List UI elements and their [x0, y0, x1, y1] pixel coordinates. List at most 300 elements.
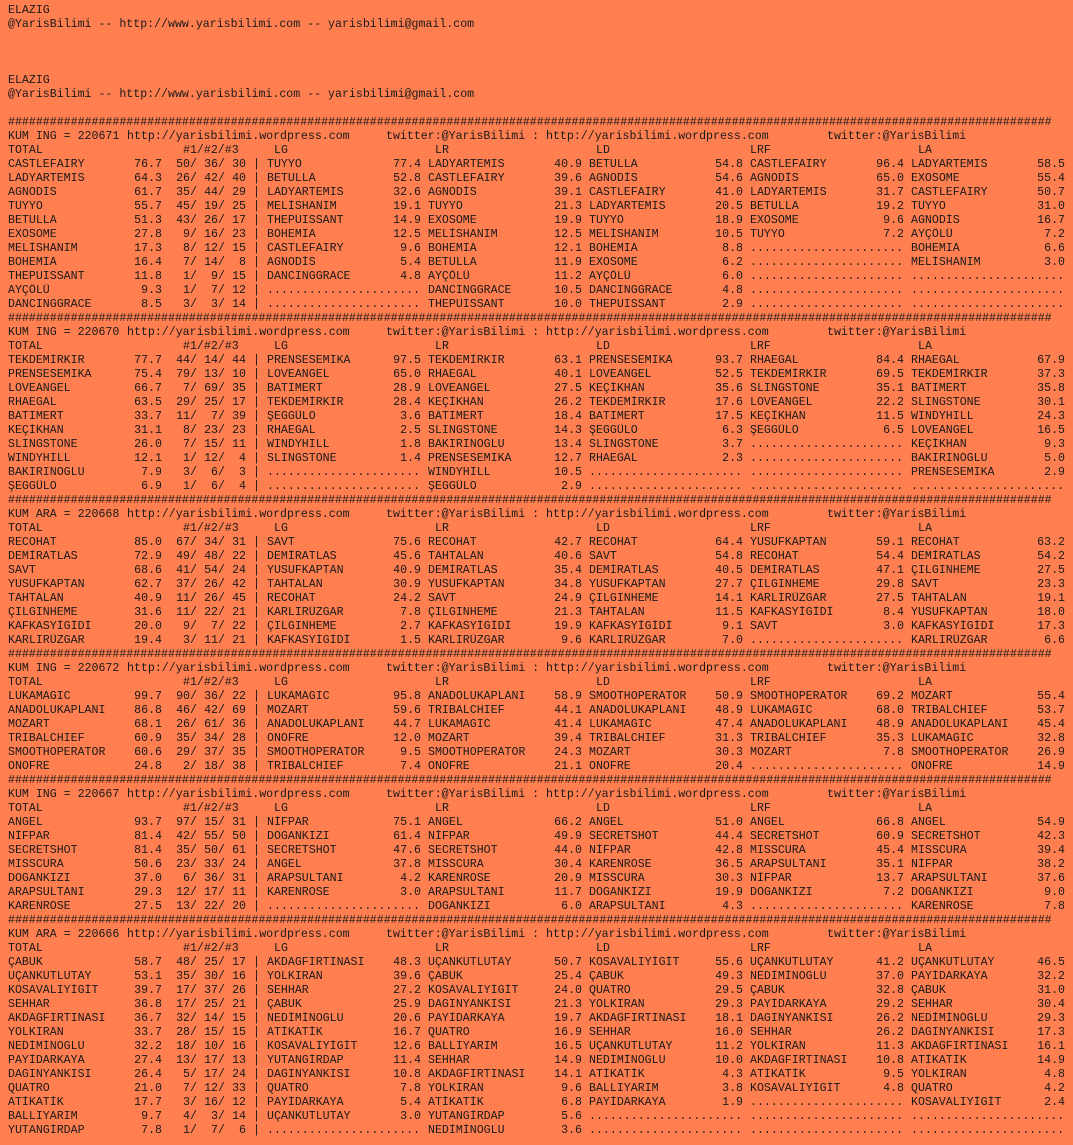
place-2-count: 15	[204, 1026, 218, 1039]
lg-horse-name: ÇILGINHEME	[267, 620, 337, 633]
la-score: 58.5	[1037, 158, 1065, 171]
lrf-horse-name: ARAPSULTANI	[750, 858, 827, 871]
lg-score: 77.4	[393, 158, 421, 171]
contact-info[interactable]: @YarisBilimi -- http://www.yarisbilimi.com -- yarisbilimi@gmail.com	[8, 18, 475, 31]
block-header	[8, 130, 1068, 144]
horse-name: LUKAMAGIC	[8, 690, 71, 703]
la-horse-name: AYÇÖLÜ	[911, 228, 953, 241]
lr-horse-name: NEDİMİNOĞLU	[428, 1124, 505, 1137]
twitter-handle[interactable]: twitter:@YarisBilimi	[827, 326, 967, 339]
place-3-count: 10	[232, 368, 246, 381]
place-1-count: 11	[176, 592, 190, 605]
lrf-horse-name: AKDAĞFIRTINASI	[750, 1054, 848, 1067]
ld-horse-name: LOVEANGEL	[589, 368, 652, 381]
table-row	[8, 970, 1068, 984]
lg-score: 65.0	[393, 368, 421, 381]
place-3-count: 15	[232, 1012, 246, 1025]
lrf-score: 3.0	[883, 620, 904, 633]
slash: /	[218, 354, 225, 367]
total-score: 32.2	[134, 1040, 162, 1053]
col-header-la: LA	[918, 144, 932, 157]
lg-score: 7.8	[400, 1082, 421, 1095]
twitter-handle[interactable]: twitter:@YarisBilimi	[827, 928, 967, 941]
lg-score: 61.4	[393, 830, 421, 843]
ld-score: 54.6	[715, 172, 743, 185]
lr-horse-name: TRIBALCHIEF	[428, 704, 505, 717]
lrf-empty-dots: ......................	[750, 284, 904, 297]
total-score: 17.3	[134, 242, 162, 255]
place-1-count: 5	[183, 1068, 190, 1081]
slash: /	[190, 746, 197, 759]
lg-score: 19.1	[393, 200, 421, 213]
ld-horse-name: NEDİMİNOĞLU	[589, 1054, 666, 1067]
lr-horse-name: ÇABUK	[428, 970, 463, 983]
lr-score: 24.9	[554, 592, 582, 605]
twitter-handle[interactable]: twitter:@YarisBilimi	[827, 788, 967, 801]
la-horse-name: RECOHAT	[911, 536, 960, 549]
slash: /	[190, 844, 197, 857]
site-link[interactable]: http://yarisbilimi.wordpress.com	[127, 508, 350, 521]
table-row	[8, 592, 1068, 606]
lg-score: 44.7	[393, 718, 421, 731]
lrf-horse-name: LUKAMAGIC	[750, 704, 813, 717]
slash: /	[190, 998, 197, 1011]
lr-horse-name: BOHEMIA	[428, 242, 477, 255]
lrf-score: 66.8	[876, 816, 904, 829]
ld-horse-name: ÇABUK	[589, 970, 624, 983]
lg-empty-dots: ......................	[267, 466, 421, 479]
col-header-lr: LR	[435, 942, 449, 955]
lrf-score: 60.9	[876, 830, 904, 843]
la-score: 32.2	[1037, 970, 1065, 983]
la-score: 54.9	[1037, 816, 1065, 829]
ld-score: 29.3	[715, 998, 743, 1011]
lg-horse-name: NEDİMİNOĞLU	[267, 1012, 344, 1025]
site-link[interactable]: http://yarisbilimi.wordpress.com	[127, 130, 350, 143]
place-3-count: 16	[232, 1040, 246, 1053]
place-3-count: 21	[232, 634, 246, 647]
lr-score: 34.8	[554, 578, 582, 591]
lrf-score: 26.2	[876, 1012, 904, 1025]
lg-horse-name: TEKDEMİRKIR	[267, 396, 344, 409]
horse-name: TUYYO	[8, 200, 43, 213]
lr-horse-name: KOSAVALIYİĞİT	[428, 984, 519, 997]
column-divider: |	[253, 886, 260, 899]
la-score: 18.0	[1037, 606, 1065, 619]
lg-horse-name: SLINGSTONE	[267, 452, 337, 465]
lrf-score: 69.5	[876, 368, 904, 381]
total-score: 99.7	[134, 690, 162, 703]
ld-horse-name: DOĞANKIZI	[589, 886, 652, 899]
ld-horse-name: BATIMERT	[589, 410, 645, 423]
place-1-count: 35	[176, 186, 190, 199]
lr-score: 50.7	[554, 956, 582, 969]
total-score: 31.6	[134, 606, 162, 619]
lr-horse-name: BETULLA	[428, 256, 477, 269]
horse-name: DAĞINYANKISI	[8, 1068, 92, 1081]
slash: /	[190, 1082, 197, 1095]
lr-score: 41.4	[554, 718, 582, 731]
column-divider: |	[253, 382, 260, 395]
lg-horse-name: DANCINGGRACE	[267, 270, 351, 283]
total-score: 72.9	[134, 550, 162, 563]
la-score: 14.9	[1037, 760, 1065, 773]
lg-score: 27.2	[393, 984, 421, 997]
slash: /	[190, 956, 197, 969]
horse-name: RECOHAT	[8, 536, 57, 549]
city-title: ELAZIG	[8, 74, 50, 87]
la-score: 6.6	[1044, 242, 1065, 255]
lr-horse-name: KAFKASYİĞİDİ	[428, 620, 512, 633]
la-horse-name: ÇABUK	[911, 984, 946, 997]
lrf-horse-name: DOĞANKIZI	[750, 886, 813, 899]
column-divider: |	[253, 900, 260, 913]
lr-horse-name: KARLIRÜZGAR	[428, 634, 505, 647]
la-empty-dots: ......................	[911, 1110, 1065, 1123]
la-score: 24.3	[1037, 410, 1065, 423]
la-horse-name: LOVEANGEL	[911, 424, 974, 437]
place-1-count: 11	[176, 606, 190, 619]
lrf-horse-name: CASTLEFAIRY	[750, 158, 827, 171]
lr-score: 35.4	[554, 564, 582, 577]
place-1-count: 4	[183, 1110, 190, 1123]
lr-horse-name: UÇANKUTLUTAY	[428, 956, 512, 969]
lrf-score: 19.2	[876, 200, 904, 213]
table-row	[8, 410, 1068, 424]
slash: /	[218, 1082, 225, 1095]
place-3-count: 36	[232, 718, 246, 731]
slash: /	[218, 382, 225, 395]
col-header-total: TOTAL	[8, 522, 43, 535]
table-row	[8, 606, 1068, 620]
place-2-count: 22	[204, 900, 218, 913]
place-1-count: 17	[176, 984, 190, 997]
la-horse-name: BATIMERT	[911, 382, 967, 395]
site-link[interactable]: http://yarisbilimi.wordpress.com	[127, 928, 350, 941]
total-score: 64.3	[134, 172, 162, 185]
lrf-empty-dots: ......................	[750, 634, 904, 647]
table-row	[8, 998, 1068, 1012]
la-horse-name: SMOOTHOPERATOR	[911, 746, 1009, 759]
col-header-ld: LD	[596, 676, 610, 689]
lr-score: 11.2	[554, 270, 582, 283]
lg-horse-name: YUSUFKAPTAN	[267, 564, 344, 577]
place-3-count: 61	[232, 844, 246, 857]
la-horse-name: EXOSOME	[911, 172, 960, 185]
lrf-score: 29.2	[876, 998, 904, 1011]
slash: /	[218, 284, 225, 297]
lr-score: 42.7	[554, 536, 582, 549]
horse-name: KAFKASYİĞİDİ	[8, 620, 92, 633]
column-divider: |	[253, 844, 260, 857]
place-2-count: 44	[204, 186, 218, 199]
column-divider: |	[253, 270, 260, 283]
ld-horse-name: PRENSESEMIKA	[589, 354, 673, 367]
ld-horse-name: MISSCURA	[589, 872, 645, 885]
place-1-count: 29	[176, 396, 190, 409]
horse-name: BOHEMIA	[8, 256, 57, 269]
slash: /	[218, 592, 225, 605]
la-horse-name: ANADOLUKAPLANI	[911, 718, 1009, 731]
lg-empty-dots: ......................	[267, 900, 421, 913]
horse-name: BALLIYARIM	[8, 1110, 78, 1123]
col-header-lg: LG	[274, 144, 288, 157]
total-score: 9.7	[141, 1110, 162, 1123]
site-link[interactable]: http://yarisbilimi.wordpress.com	[127, 326, 350, 339]
ld-score: 30.3	[715, 872, 743, 885]
place-2-count: 13	[204, 368, 218, 381]
la-horse-name: NİFPAR	[911, 858, 953, 871]
twitter-link[interactable]: twitter:@YarisBilimi : http://yarisbilimi.wordpress.com	[386, 130, 769, 143]
ld-score: 14.1	[715, 592, 743, 605]
twitter-link[interactable]: twitter:@YarisBilimi : http://yarisbilimi.wordpress.com	[386, 508, 769, 521]
place-2-count: 3	[211, 298, 218, 311]
twitter-handle[interactable]: twitter:@YarisBilimi	[827, 130, 967, 143]
la-horse-name: TEKDEMİRKIR	[911, 368, 988, 381]
place-3-count: 23	[232, 424, 246, 437]
place-2-count: 36	[204, 690, 218, 703]
ld-horse-name: NİFPAR	[589, 844, 631, 857]
lg-horse-name: MOZART	[267, 704, 309, 717]
lg-score: 2.5	[400, 424, 421, 437]
contact-info[interactable]: @YarisBilimi -- http://www.yarisbilimi.com -- yarisbilimi@gmail.com	[8, 88, 475, 101]
col-header-lg: LG	[274, 522, 288, 535]
lr-score: 40.1	[554, 368, 582, 381]
twitter-handle[interactable]: twitter:@YarisBilimi	[827, 662, 967, 675]
lg-horse-name: BOHEMIA	[267, 228, 316, 241]
la-score: 53.7	[1037, 704, 1065, 717]
col-header-lg: LG	[274, 676, 288, 689]
place-2-count: 12	[204, 1082, 218, 1095]
lg-horse-name: TUYYO	[267, 158, 302, 171]
slash: /	[218, 760, 225, 773]
place-1-count: 7	[183, 438, 190, 451]
lg-score: 3.6	[400, 410, 421, 423]
lrf-horse-name: NEDİMİNOĞLU	[750, 970, 827, 983]
twitter-handle[interactable]: twitter:@YarisBilimi	[827, 508, 967, 521]
column-divider: |	[253, 452, 260, 465]
col-header-lrf: LRF	[750, 144, 771, 157]
column-divider: |	[253, 368, 260, 381]
col-header-places: #1/#2/#3	[183, 340, 239, 353]
lr-horse-name: MELİSHANIM	[428, 228, 498, 241]
twitter-link[interactable]: twitter:@YarisBilimi : http://yarisbilimi.wordpress.com	[386, 788, 769, 801]
ld-horse-name: CASTLEFAIRY	[589, 186, 666, 199]
lr-score: 6.0	[561, 900, 582, 913]
ld-horse-name: TUYYO	[589, 214, 624, 227]
horse-name: DANCINGGRACE	[8, 298, 92, 311]
col-header-lr: LR	[435, 340, 449, 353]
lg-score: 1.8	[400, 438, 421, 451]
col-header-la: LA	[918, 522, 932, 535]
ld-horse-name: RECOHAT	[589, 536, 638, 549]
lrf-score: 9.5	[883, 1068, 904, 1081]
table-row	[8, 382, 1068, 396]
la-horse-name: PRENSESEMIKA	[911, 466, 995, 479]
lr-horse-name: RHAEGAL	[428, 368, 477, 381]
slash: /	[190, 452, 197, 465]
slash: /	[218, 578, 225, 591]
site-link[interactable]: http://yarisbilimi.wordpress.com	[127, 662, 350, 675]
slash: /	[190, 592, 197, 605]
la-score: 39.4	[1037, 844, 1065, 857]
ld-horse-name: YOLKIRAN	[589, 998, 645, 1011]
place-1-count: 49	[176, 550, 190, 563]
lrf-horse-name: EXOSOME	[750, 214, 799, 227]
table-row	[8, 354, 1068, 368]
place-2-count: 16	[204, 1096, 218, 1109]
slash: /	[218, 186, 225, 199]
lrf-score: 35.3	[876, 732, 904, 745]
place-1-count: 37	[176, 578, 190, 591]
table-row	[8, 438, 1068, 452]
ld-score: 55.6	[715, 956, 743, 969]
ld-horse-name: ATİKATİK	[589, 1068, 645, 1081]
lrf-score: 84.4	[876, 354, 904, 367]
la-horse-name: CASTLEFAIRY	[911, 186, 988, 199]
place-1-count: 3	[183, 298, 190, 311]
place-2-count: 14	[204, 256, 218, 269]
ld-score: 3.7	[722, 438, 743, 451]
lg-empty-dots: ......................	[267, 298, 421, 311]
lr-horse-name: LOVEANGEL	[428, 382, 491, 395]
lr-score: 39.1	[554, 186, 582, 199]
horse-name: TEKDEMİRKIR	[8, 354, 85, 367]
la-horse-name: AKDAĞFIRTINASI	[911, 1040, 1009, 1053]
lr-horse-name: WINDYHILL	[428, 466, 491, 479]
column-divider: |	[253, 200, 260, 213]
column-divider: |	[253, 578, 260, 591]
place-1-count: 7	[183, 382, 190, 395]
lr-score: 10.5	[554, 466, 582, 479]
lr-horse-name: RECOHAT	[428, 536, 477, 549]
lg-empty-dots: ......................	[267, 1124, 421, 1137]
lr-score: 66.2	[554, 816, 582, 829]
lg-horse-name: SAVT	[267, 536, 295, 549]
slash: /	[190, 690, 197, 703]
table-row	[8, 228, 1068, 242]
lrf-score: 32.8	[876, 984, 904, 997]
lg-score: 5.4	[400, 256, 421, 269]
table-row	[8, 396, 1068, 410]
place-3-count: 31	[232, 816, 246, 829]
ld-score: 11.5	[715, 606, 743, 619]
total-score: 27.8	[134, 228, 162, 241]
place-1-count: 90	[176, 690, 190, 703]
slash: /	[218, 256, 225, 269]
slash: /	[190, 298, 197, 311]
twitter-link[interactable]: twitter:@YarisBilimi : http://yarisbilimi.wordpress.com	[386, 326, 769, 339]
lg-score: 24.2	[393, 592, 421, 605]
lrf-empty-dots: ......................	[750, 242, 904, 255]
ld-horse-name: ANADOLUKAPLANI	[589, 704, 687, 717]
slash: /	[218, 536, 225, 549]
place-1-count: 3	[183, 466, 190, 479]
twitter-link[interactable]: twitter:@YarisBilimi : http://yarisbilimi.wordpress.com	[386, 928, 769, 941]
total-score: 21.0	[134, 1082, 162, 1095]
lr-horse-name: SEHHAR	[428, 1054, 470, 1067]
la-score: 50.7	[1037, 186, 1065, 199]
column-divider: |	[253, 158, 260, 171]
total-score: 24.8	[134, 760, 162, 773]
lr-horse-name: MISSCURA	[428, 858, 484, 871]
slash: /	[218, 606, 225, 619]
lr-score: 63.1	[554, 354, 582, 367]
la-horse-name: ANGEL	[911, 816, 946, 829]
la-horse-name: SLINGSTONE	[911, 396, 981, 409]
col-header-lrf: LRF	[750, 942, 771, 955]
lg-score: 1.4	[400, 452, 421, 465]
table-row	[8, 564, 1068, 578]
place-3-count: 22	[232, 690, 246, 703]
la-score: 16.5	[1037, 424, 1065, 437]
ld-horse-name: ANGEL	[589, 816, 624, 829]
col-header-total: TOTAL	[8, 340, 43, 353]
place-2-count: 26	[204, 578, 218, 591]
col-header-la: LA	[918, 340, 932, 353]
ld-score: 8.8	[722, 242, 743, 255]
place-3-count: 30	[232, 158, 246, 171]
lrf-score: 10.8	[876, 1054, 904, 1067]
place-1-count: 13	[176, 1054, 190, 1067]
lg-score: 97.5	[393, 354, 421, 367]
la-score: 27.5	[1037, 564, 1065, 577]
la-score: 7.2	[1044, 228, 1065, 241]
horse-name: AYÇÖLÜ	[8, 284, 50, 297]
slash: /	[218, 200, 225, 213]
horse-name: YUSUFKAPTAN	[8, 578, 85, 591]
table-row	[8, 1040, 1068, 1054]
place-3-count: 31	[232, 536, 246, 549]
column-header-row	[8, 942, 1068, 956]
col-header-total: TOTAL	[8, 802, 43, 815]
slash: /	[218, 242, 225, 255]
la-score: 7.8	[1044, 900, 1065, 913]
total-score: 26.4	[134, 1068, 162, 1081]
site-link[interactable]: http://yarisbilimi.wordpress.com	[127, 788, 350, 801]
table-row	[8, 368, 1068, 382]
lg-horse-name: TAHTALAN	[267, 578, 323, 591]
lg-horse-name: LOVEANGEL	[267, 368, 330, 381]
slash: /	[190, 1110, 197, 1123]
lrf-empty-dots: ......................	[750, 760, 904, 773]
lr-score: 20.9	[554, 872, 582, 885]
column-divider: |	[253, 396, 260, 409]
lrf-score: 22.2	[876, 396, 904, 409]
column-divider: |	[253, 592, 260, 605]
twitter-link[interactable]: twitter:@YarisBilimi : http://yarisbilimi.wordpress.com	[386, 662, 769, 675]
lr-score: 21.3	[554, 998, 582, 1011]
lrf-score: 7.2	[883, 228, 904, 241]
lrf-score: 54.4	[876, 550, 904, 563]
column-divider: |	[253, 256, 260, 269]
la-horse-name: SEHHAR	[911, 998, 953, 1011]
lr-horse-name: LADYARTEMIS	[428, 158, 505, 171]
column-divider: |	[253, 564, 260, 577]
la-horse-name: DEMİRATLAS	[911, 550, 981, 563]
place-2-count: 48	[204, 550, 218, 563]
slash: /	[218, 984, 225, 997]
place-2-count: 15	[204, 816, 218, 829]
table-row	[8, 480, 1068, 494]
horse-name: ÇILGINHEME	[8, 606, 78, 619]
ld-horse-name: LUKAMAGIC	[589, 718, 652, 731]
lr-score: 21.1	[554, 760, 582, 773]
slash: /	[190, 410, 197, 423]
ld-score: 17.5	[715, 410, 743, 423]
lrf-empty-dots: ......................	[750, 1096, 904, 1109]
lrf-empty-dots: ......................	[750, 298, 904, 311]
